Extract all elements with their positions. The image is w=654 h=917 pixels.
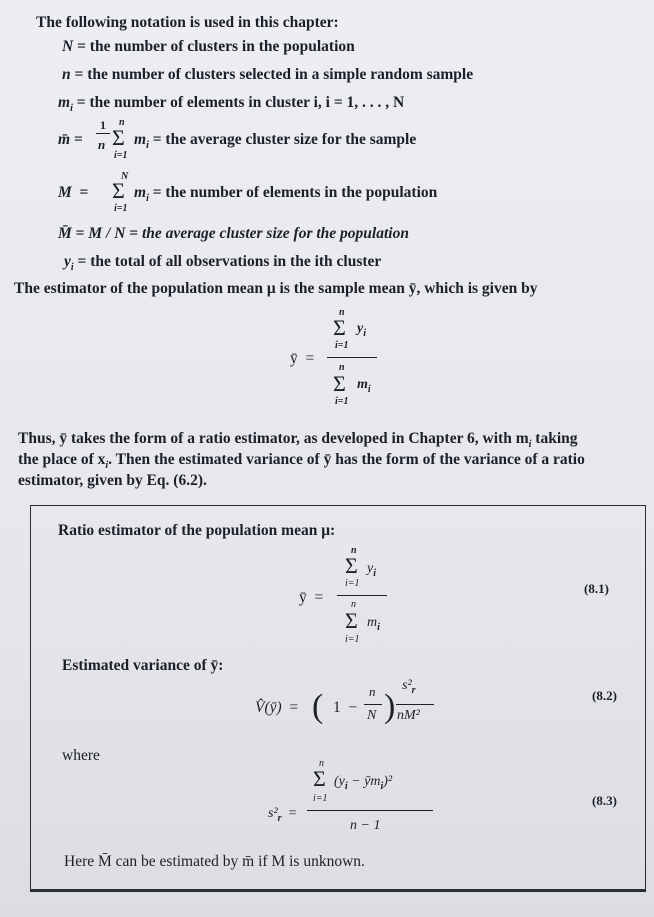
ybar-den-sum-icon: Σ — [333, 371, 346, 396]
box-heading-estimated-variance: Estimated variance of ȳ: — [62, 657, 224, 674]
ratio-paragraph-line-1: Thus, ȳ takes the form of a ratio estimator, as developed in Chapter 6, with $m_i$ taking — [18, 430, 578, 451]
M-text: $m_i$ = the number of elements in the population — [134, 184, 438, 205]
eq1-den-sum-bottom: i=1 — [345, 634, 360, 645]
eq2-frac-line-small — [364, 704, 382, 705]
eq1-num-sum-top: n — [351, 545, 357, 556]
eq1-den-sum-top: n — [351, 599, 356, 610]
mbar-text: $m_i$ = the average cluster size for the sample — [134, 131, 417, 152]
definition-mbar: m̄ = — [58, 131, 83, 148]
ybar-num-sum-icon: Σ — [333, 315, 346, 340]
eq1-den-mi: $m_i$ — [367, 615, 380, 633]
eq2-frac-n: n — [369, 684, 376, 699]
eq3-lhs: $s^2_r$ = — [268, 806, 297, 824]
ybar-num-sum-bottom: i=1 — [335, 340, 349, 351]
eq2-lhs: V̂(ȳ) = — [255, 699, 299, 716]
mbar-frac-num: 1 — [100, 118, 106, 132]
eq3-sum-icon: Σ — [313, 766, 326, 791]
eq-number-8-2: (8.2) — [592, 688, 617, 703]
box-footer-note: Here M̄ can be estimated by m̄ if M is unknown. — [64, 853, 365, 870]
ybar-num-yi: $y_i$ — [357, 321, 366, 339]
ybar-frac-line — [327, 357, 377, 358]
definition-mi: $m_i$ = the number of elements in cluster i, i = 1, . . . , N — [58, 94, 405, 115]
mbar-sum-icon: Σ — [112, 125, 125, 150]
eq3-sum-top: n — [319, 758, 324, 769]
eq1-num-sum-bottom: i=1 — [345, 578, 360, 589]
M-sum-top: N — [121, 171, 129, 182]
eq3-frac-line — [307, 810, 433, 811]
ybar-den-sum-bottom: i=1 — [335, 396, 349, 407]
ybar-num-sum-top: n — [339, 307, 345, 318]
definition-Mbar: M̄ = M / N = the average cluster size for the population — [58, 225, 409, 242]
eq2-frac-N: N — [367, 708, 377, 723]
definition-yi: $y_i$ = the total of all observations in the ith cluster — [64, 253, 382, 274]
intro-line: The following notation is used in this chapter: — [36, 14, 339, 31]
ybar-den-sum-top: n — [339, 362, 345, 373]
M-sum-bottom: i=1 — [114, 203, 128, 214]
eq1-num-yi: $y_i$ — [367, 561, 376, 579]
definition-n: n = the number of clusters selected in a simple random sample — [62, 66, 474, 83]
mbar-sum-bottom: i=1 — [114, 150, 128, 161]
eq2-s2r: $s^2_r$ — [402, 678, 416, 696]
eq1-num-sum-icon: Σ — [345, 553, 358, 578]
eq3-sum-bottom: i=1 — [313, 793, 328, 804]
ybar-symbol: ȳ = — [290, 350, 315, 367]
eq2-left-paren: ( — [312, 688, 324, 725]
M-sum-icon: Σ — [112, 178, 125, 203]
eq2-one-minus: 1 − — [333, 699, 358, 716]
eq2-frac-line — [396, 704, 434, 705]
eq1-den-sum-icon: Σ — [345, 608, 358, 633]
ratio-paragraph-line-2: the place of $x_i$. Then the estimated variance of ȳ has the form of the variance of a ratio — [18, 451, 585, 472]
mbar-frac-line — [96, 133, 110, 134]
eq2-nM2: nM² — [397, 708, 420, 723]
eq-number-8-3: (8.3) — [592, 793, 617, 808]
eq1-frac-line — [337, 595, 387, 596]
ratio-paragraph-line-3: estimator, given by Eq. (6.2). — [18, 472, 207, 489]
ybar-den-mi: $m_i$ — [357, 377, 371, 395]
definition-N: N = the number of clusters in the population — [62, 38, 355, 55]
eq1-ybar: ȳ = — [299, 589, 324, 606]
mbar-frac-den: n — [98, 137, 106, 152]
mbar-sum-top: n — [119, 117, 125, 128]
where-label: where — [62, 747, 100, 764]
eq-number-8-1: (8.1) — [584, 581, 609, 596]
eq2-right-paren: ) — [384, 688, 396, 725]
estimator-sentence: The estimator of the population mean μ is the sample mean ȳ, which is given by — [14, 280, 538, 297]
eq3-residual: ($y_i$ − $ȳm_i)^2$ — [334, 774, 393, 792]
eq3-den: n − 1 — [350, 818, 381, 833]
box-heading-ratio-estimator: Ratio estimator of the population mean μ: — [58, 522, 336, 539]
definition-M: M = — [58, 184, 89, 201]
